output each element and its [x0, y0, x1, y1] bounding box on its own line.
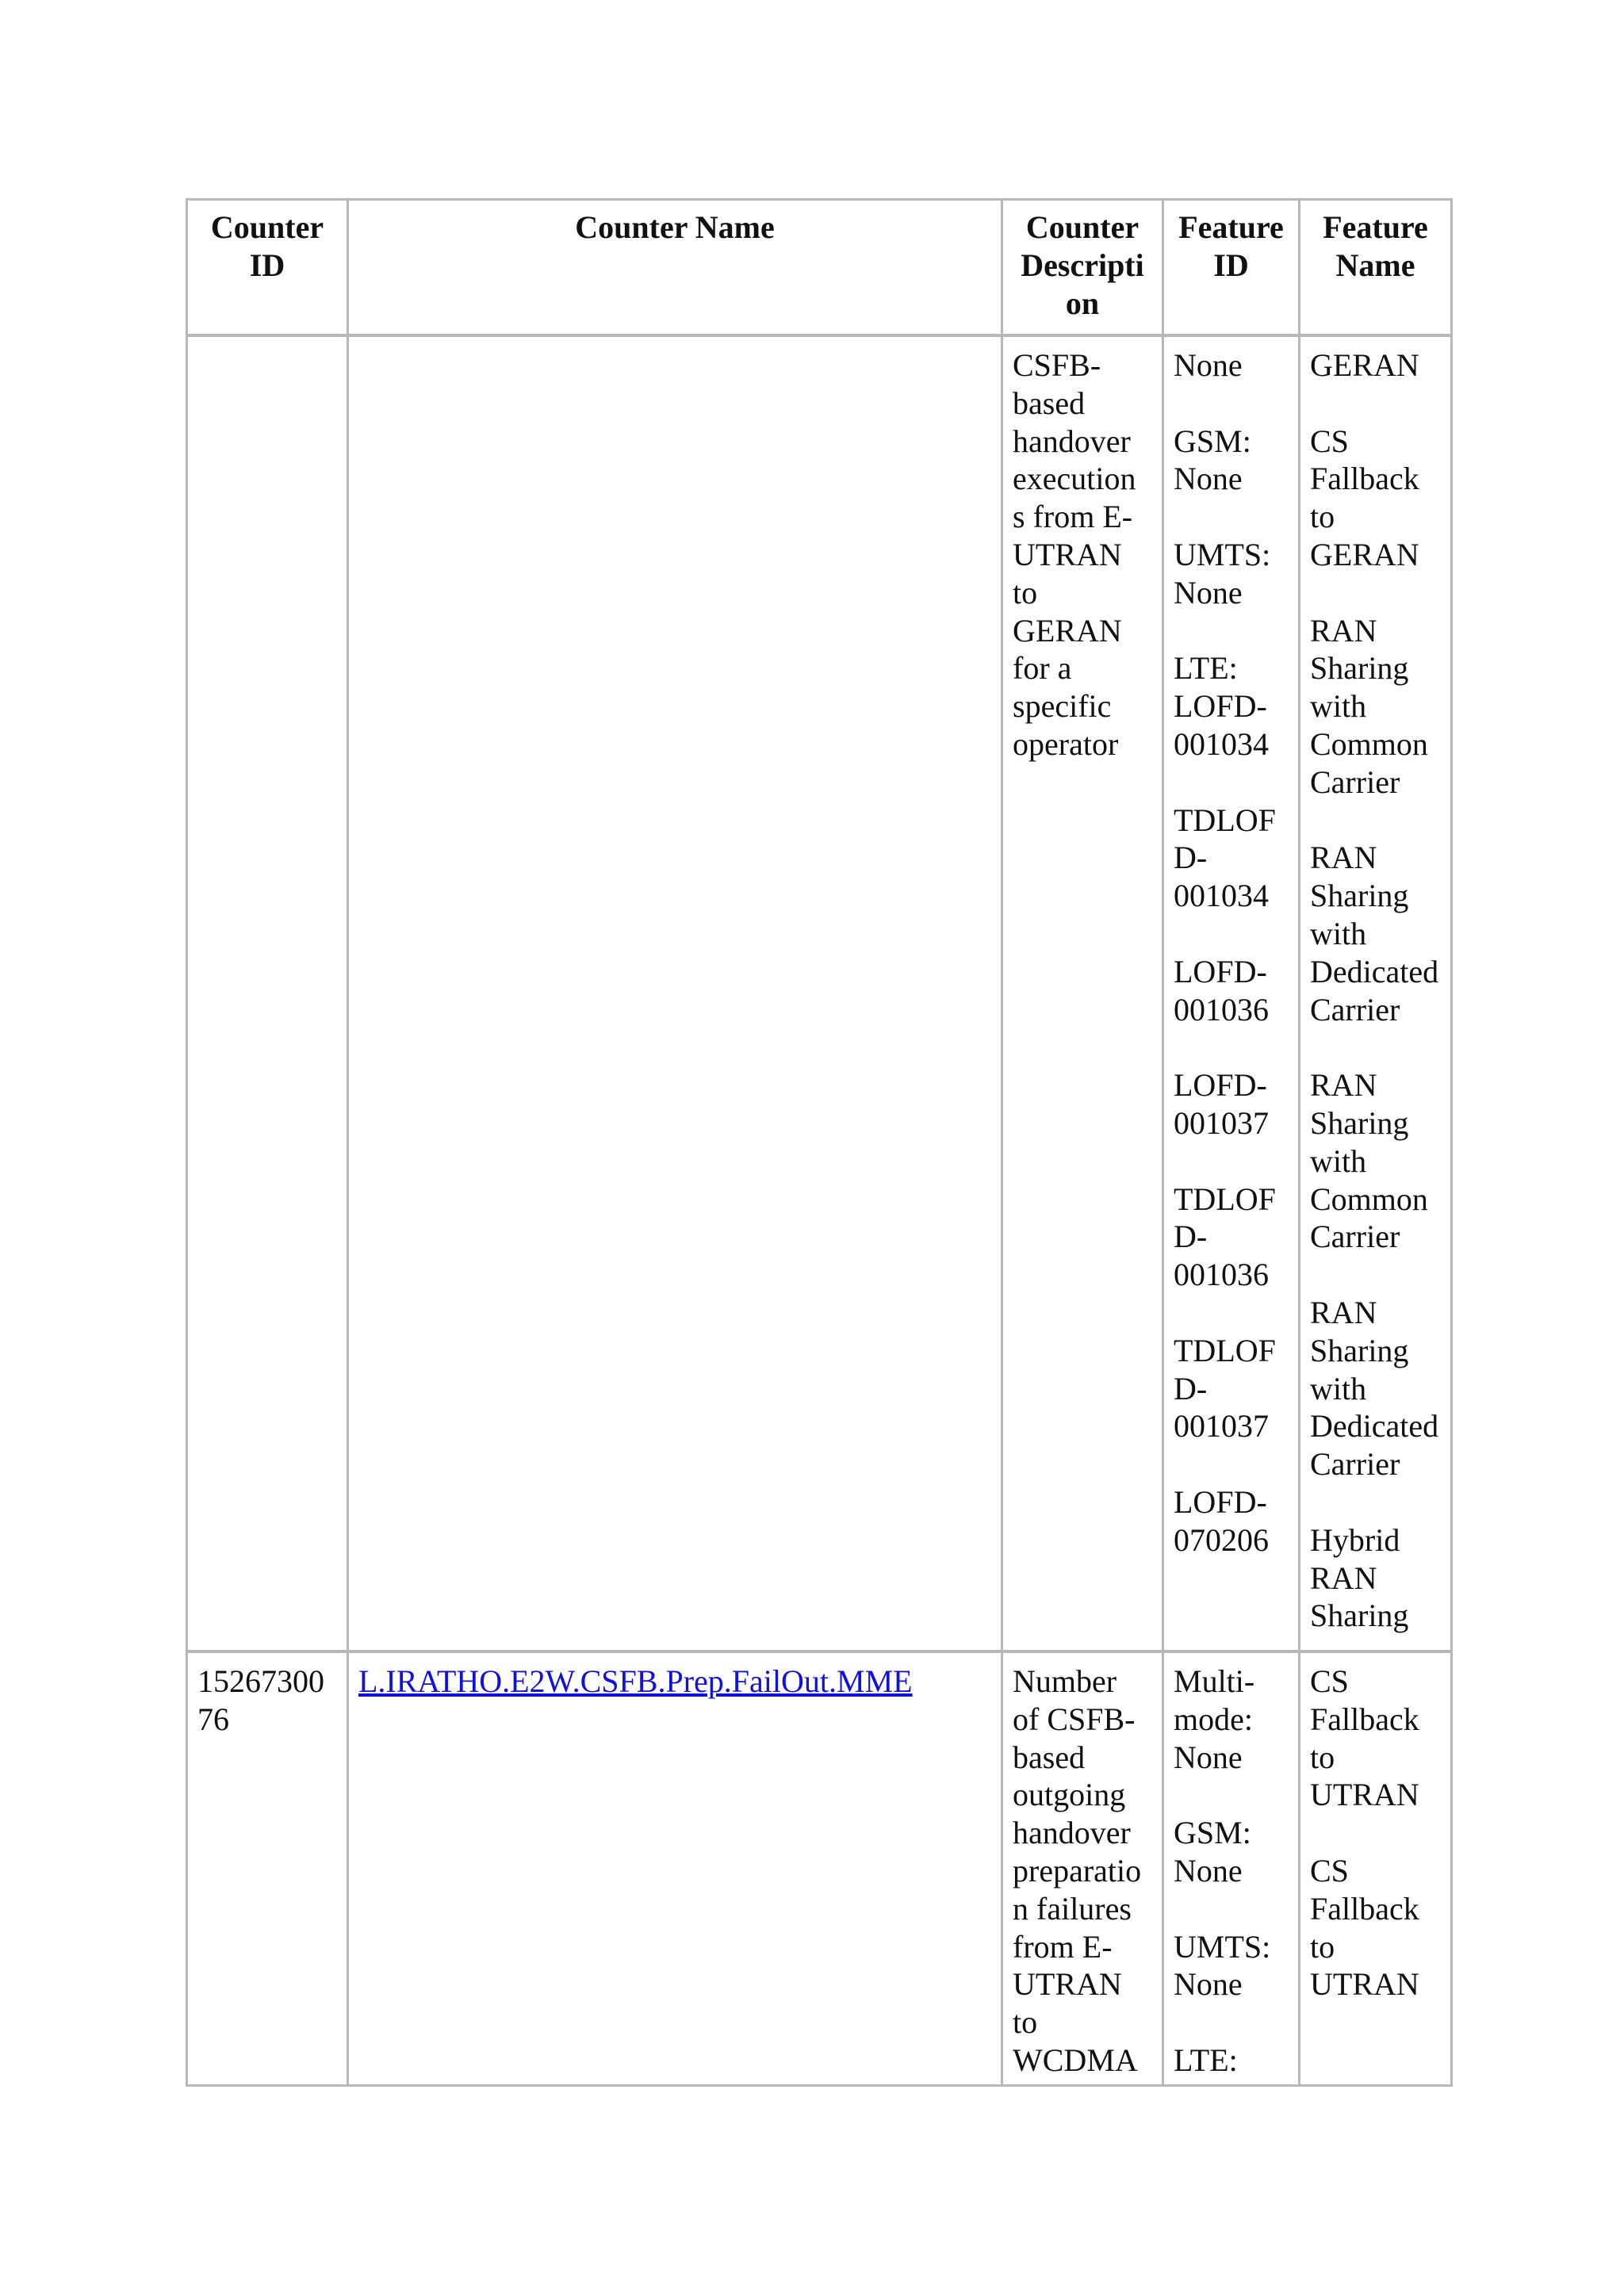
header-feature-name [1298, 201, 1450, 334]
feature-name-item: RAN Sharing with Common Carrier [1310, 1067, 1428, 1255]
feature-name-item: CS Fallback to UTRAN [1310, 1663, 1419, 1813]
feature-id-item: GSM: None [1174, 1815, 1251, 1888]
counter-id-cell [188, 337, 347, 1650]
feature-name-item: CS Fallback to GERAN [1310, 423, 1419, 572]
header-feature-name-text: Feature Name [1323, 209, 1428, 283]
counter-name-cell [347, 337, 1001, 1650]
feature-id-item: LOFD- 001037 [1174, 1067, 1269, 1141]
header-counter-id-text: Counter ID [210, 209, 324, 283]
feature-name-item: Hybrid RAN Sharing [1310, 1521, 1409, 1634]
counter-id-text: 15267300 76 [197, 1663, 324, 1737]
counter-description-cell [1001, 1653, 1162, 2084]
feature-id-item: LOFD- 001036 [1174, 953, 1269, 1027]
table-header-row [188, 201, 1450, 337]
table-row [188, 1653, 1450, 2084]
feature-name-cell [1298, 337, 1450, 1650]
counter-description-text: CSFB- based handover execution s from E- UTRAN to GERAN for a specific operator [1013, 347, 1136, 762]
counter-description-text: Number of CSFB- based outgoing handover preparatio n failures from E- UTRAN to WCDMA [1013, 1663, 1142, 2078]
feature-id-item: None [1174, 347, 1243, 383]
header-counter-description-text: Counter Descripti on [1021, 209, 1144, 321]
counter-name-cell [347, 1653, 1001, 2084]
header-counter-description [1001, 201, 1162, 334]
feature-id-item: LTE: [1174, 2042, 1238, 2078]
feature-name-item: RAN Sharing with Common Carrier [1310, 612, 1428, 800]
feature-id-item: LOFD- 070206 [1174, 1483, 1269, 1558]
feature-name-item: CS Fallback to UTRAN [1310, 1852, 1419, 2003]
feature-id-item: TDLOF D- 001037 [1174, 1332, 1276, 1445]
table-row [188, 337, 1450, 1653]
feature-id-item: TDLOF D- 001034 [1174, 802, 1276, 914]
feature-id-item: UMTS: None [1174, 1928, 1271, 2003]
header-feature-id-text: Feature ID [1178, 209, 1284, 283]
counter-id-cell [188, 1653, 347, 2084]
counter-name-link[interactable]: L.IRATHO.E2W.CSFB.Prep.FailOut.MME [358, 1663, 913, 1699]
feature-id-item: UMTS: None [1174, 536, 1271, 610]
header-counter-id [188, 201, 347, 334]
feature-id-cell [1162, 337, 1298, 1650]
feature-name-item: RAN Sharing with Dedicated Carrier [1310, 1294, 1439, 1483]
counter-description-cell [1001, 337, 1162, 1650]
feature-name-item: GERAN [1310, 347, 1419, 383]
header-counter-name-text: Counter Name [575, 209, 775, 245]
feature-id-item: Multi- mode: None [1174, 1663, 1255, 1775]
header-counter-name [347, 201, 1001, 334]
feature-name-cell [1298, 1653, 1450, 2084]
feature-id-item: GSM: None [1174, 423, 1251, 497]
header-feature-id [1162, 201, 1298, 334]
counter-table [186, 198, 1453, 2087]
feature-id-item: LTE: LOFD- 001034 [1174, 650, 1269, 762]
feature-name-item: RAN Sharing with Dedicated Carrier [1310, 840, 1439, 1027]
feature-id-cell [1162, 1653, 1298, 2084]
feature-id-item: TDLOF D- 001036 [1174, 1181, 1276, 1293]
